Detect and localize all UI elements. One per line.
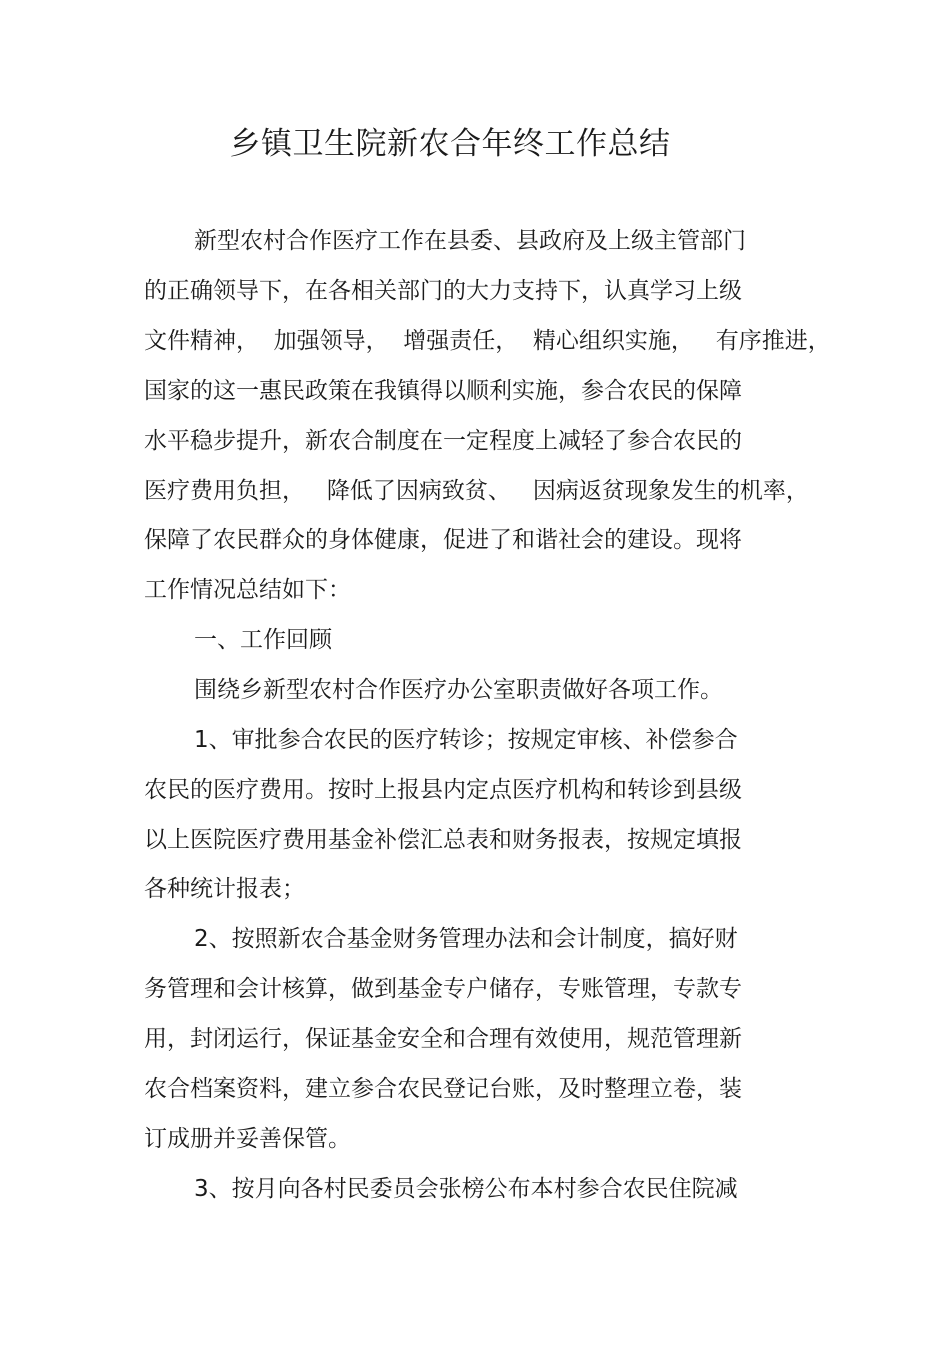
list-item-line: 用，封闭运行，保证基金安全和合理有效使用，规范管理新 [144,1026,742,1052]
list-item-line: 以上医院医疗费用基金补偿汇总表和财务报表，按规定填报 [144,827,742,853]
list-item-line: 1、审批参合农民的医疗转诊；按规定审核、补偿参合 [194,727,738,753]
body-line: 文件精神， 加强领导， 增强责任， 精心组织实施， 有序推进， [144,328,831,354]
body-line: 医疗费用负担， 降低了因病致贫、 因病返贫现象发生的机率， [144,478,809,504]
body-line: 国家的这一惠民政策在我镇得以顺利实施，参合农民的保障 [144,378,742,404]
list-item-line: 订成册并妥善保管。 [144,1126,351,1152]
section-heading: 一、工作回顾 [194,627,332,653]
list-item-line: 农民的医疗费用。按时上报县内定点医疗机构和转诊到县级 [144,777,742,803]
list-item-line: 3、按月向各村民委员会张榜公布本村参合农民住院减 [194,1176,738,1202]
document-title: 乡镇卫生院新农合年终工作总结 [229,126,671,162]
body-line: 保障了农民群众的身体健康，促进了和谐社会的建设。现将 [144,527,742,553]
body-line: 围绕乡新型农村合作医疗办公室职责做好各项工作。 [194,677,723,703]
body-line: 新型农村合作医疗工作在县委、县政府及上级主管部门 [194,228,746,254]
list-item-line: 2、按照新农合基金财务管理办法和会计制度，搞好财 [194,926,738,952]
list-item-line: 农合档案资料，建立参合农民登记台账，及时整理立卷，装 [144,1076,742,1102]
body-line: 的正确领导下，在各相关部门的大力支持下，认真学习上级 [144,278,742,304]
list-item-line: 各种统计报表； [144,876,305,902]
body-line: 工作情况总结如下： [144,577,351,603]
list-item-line: 务管理和会计核算，做到基金专户储存，专账管理，专款专 [144,976,742,1002]
body-line: 水平稳步提升，新农合制度在一定程度上减轻了参合农民的 [144,428,742,454]
